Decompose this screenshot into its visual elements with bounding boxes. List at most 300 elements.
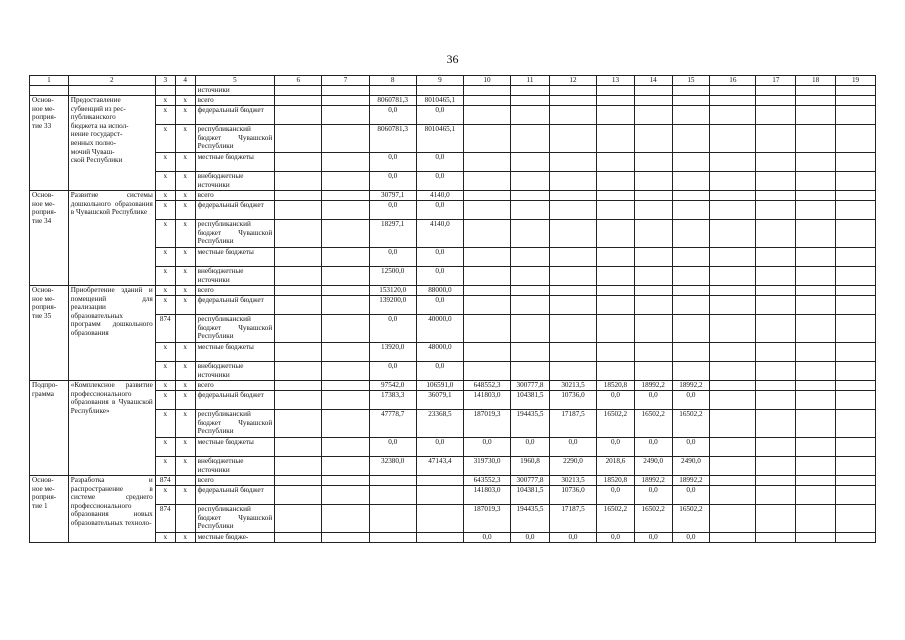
cell-col-5: источники [195, 86, 275, 96]
value-cell-c11 [511, 96, 550, 106]
funding-source-cell: внебюджетные источники [195, 457, 275, 476]
col6-cell [275, 343, 322, 362]
col7-cell [322, 438, 369, 457]
value-cell-c11 [511, 125, 550, 153]
value-cell-c13 [597, 220, 635, 248]
col7-cell [322, 172, 369, 191]
table-row [30, 476, 876, 486]
header-cell-7: 7 [322, 76, 369, 86]
cell-col-7 [322, 86, 369, 96]
table-row [30, 381, 876, 391]
value-cell-c12 [549, 191, 596, 201]
cell-col-17 [756, 86, 796, 96]
col6-cell [275, 410, 322, 438]
value-cell-c13 [597, 201, 635, 220]
cell-col-12 [549, 86, 596, 96]
col18-cell [796, 125, 836, 153]
value-cell-c8 [369, 505, 416, 533]
col16-cell [710, 191, 756, 201]
col4-cell: х [175, 533, 195, 543]
col3-cell: х [155, 172, 175, 191]
table-row [30, 248, 876, 267]
col3-cell: х [155, 362, 175, 381]
col17-cell [756, 267, 796, 286]
col16-cell [710, 296, 756, 315]
value-cell-c14: 16502,2 [634, 505, 672, 533]
value-cell-c13 [597, 248, 635, 267]
header-cell-1: 1 [30, 76, 69, 86]
col6-cell [275, 106, 322, 125]
col7-cell [322, 533, 369, 543]
value-cell-c9 [416, 533, 463, 543]
cell-col-19 [836, 86, 876, 96]
col19-cell [836, 476, 876, 486]
col7-cell [322, 286, 369, 296]
col16-cell [710, 153, 756, 172]
col4-cell: х [175, 153, 195, 172]
col7-cell [322, 315, 369, 343]
col4-cell: х [175, 106, 195, 125]
value-cell-c13 [597, 125, 635, 153]
funding-source-cell: местные бюджеты [195, 343, 275, 362]
value-cell-c13 [597, 362, 635, 381]
table-row [30, 410, 876, 438]
value-cell-c14 [634, 286, 672, 296]
col19-cell [836, 391, 876, 410]
value-cell-c15 [672, 153, 710, 172]
col17-cell [756, 286, 796, 296]
value-cell-c8: 17383,3 [369, 391, 416, 410]
col7-cell [322, 201, 369, 220]
funding-source-cell: всего [195, 191, 275, 201]
value-cell-c11 [511, 286, 550, 296]
value-cell-c8: 0,0 [369, 438, 416, 457]
cell-col-15 [672, 86, 710, 96]
value-cell-c11 [511, 220, 550, 248]
value-cell-c11: 300777,8 [511, 381, 550, 391]
cell-col-10 [463, 86, 510, 96]
col4-cell: х [175, 267, 195, 286]
col4-cell: х [175, 286, 195, 296]
value-cell-c9: 8010465,1 [416, 96, 463, 106]
value-cell-c9: 23368,5 [416, 410, 463, 438]
col3-cell: 874 [155, 476, 175, 486]
col3-cell: х [155, 438, 175, 457]
value-cell-c8: 0,0 [369, 315, 416, 343]
col4-cell: х [175, 391, 195, 410]
col3-cell: х [155, 296, 175, 315]
col18-cell [796, 505, 836, 533]
col7-cell [322, 391, 369, 410]
col16-cell [710, 362, 756, 381]
cell-col-1 [30, 86, 69, 96]
col18-cell [796, 486, 836, 505]
value-cell-c8: 0,0 [369, 172, 416, 191]
col3-cell: х [155, 381, 175, 391]
col17-cell [756, 476, 796, 486]
header-cell-16: 16 [710, 76, 756, 86]
program-description-cell: Предоставление субвенций из рес- публиканского бюджета на испол- нение государст- венных полно- мочий Чуваш- ской Республики [68, 96, 155, 191]
value-cell-c9: 8010465,1 [416, 125, 463, 153]
col19-cell [836, 362, 876, 381]
col16-cell [710, 505, 756, 533]
value-cell-c12: 0,0 [549, 438, 596, 457]
col17-cell [756, 315, 796, 343]
value-cell-c12 [549, 153, 596, 172]
funding-source-cell: всего [195, 286, 275, 296]
value-cell-c13: 0,0 [597, 391, 635, 410]
table-row [30, 533, 876, 543]
value-cell-c10: 141803,0 [463, 486, 510, 505]
value-cell-c12 [549, 248, 596, 267]
value-cell-c9: 88000,0 [416, 286, 463, 296]
program-name-cell: Основ- ное ме- роприя- тие 35 [30, 286, 69, 381]
cell-col-18 [796, 86, 836, 96]
value-cell-c14 [634, 106, 672, 125]
col7-cell [322, 362, 369, 381]
col17-cell [756, 533, 796, 543]
cell-col-8 [369, 86, 416, 96]
col4-cell: х [175, 486, 195, 505]
funding-source-cell: местные бюджеты [195, 153, 275, 172]
value-cell-c15: 16502,2 [672, 505, 710, 533]
value-cell-c13: 0,0 [597, 533, 635, 543]
value-cell-c12 [549, 315, 596, 343]
col16-cell [710, 125, 756, 153]
header-cell-4: 4 [175, 76, 195, 86]
value-cell-c12 [549, 220, 596, 248]
funding-source-cell: внебюджетные источники [195, 172, 275, 191]
value-cell-c10 [463, 153, 510, 172]
value-cell-c14 [634, 220, 672, 248]
value-cell-c8: 18297,1 [369, 220, 416, 248]
col4-cell [175, 505, 195, 533]
value-cell-c15 [672, 106, 710, 125]
col16-cell [710, 96, 756, 106]
value-cell-c14 [634, 191, 672, 201]
col16-cell [710, 391, 756, 410]
value-cell-c11 [511, 106, 550, 125]
value-cell-c11 [511, 315, 550, 343]
value-cell-c9: 0,0 [416, 296, 463, 315]
col18-cell [796, 296, 836, 315]
col17-cell [756, 172, 796, 191]
col4-cell: х [175, 125, 195, 153]
col6-cell [275, 191, 322, 201]
table-row [30, 343, 876, 362]
col17-cell [756, 248, 796, 267]
value-cell-c13 [597, 286, 635, 296]
funding-source-cell: республиканский бюджет Чувашской Республики [195, 315, 275, 343]
col18-cell [796, 343, 836, 362]
value-cell-c12: 10736,0 [549, 486, 596, 505]
value-cell-c8: 0,0 [369, 248, 416, 267]
col3-cell: х [155, 410, 175, 438]
value-cell-c9: 0,0 [416, 201, 463, 220]
col17-cell [756, 486, 796, 505]
col17-cell [756, 362, 796, 381]
program-name-cell: Основ- ное ме- роприя- тие 33 [30, 96, 69, 191]
value-cell-c11 [511, 362, 550, 381]
value-cell-c10: 141803,0 [463, 391, 510, 410]
col4-cell: х [175, 296, 195, 315]
col7-cell [322, 410, 369, 438]
header-cell-19: 19 [836, 76, 876, 86]
funding-source-cell: федеральный бюджет [195, 486, 275, 505]
col16-cell [710, 286, 756, 296]
col6-cell [275, 296, 322, 315]
value-cell-c13: 16502,2 [597, 410, 635, 438]
col7-cell [322, 457, 369, 476]
header-cell-9: 9 [416, 76, 463, 86]
col16-cell [710, 486, 756, 505]
header-cell-6: 6 [275, 76, 322, 86]
value-cell-c11: 194435,5 [511, 505, 550, 533]
col4-cell: х [175, 410, 195, 438]
value-cell-c15: 0,0 [672, 391, 710, 410]
col3-cell: х [155, 220, 175, 248]
value-cell-c11: 300777,8 [511, 476, 550, 486]
col18-cell [796, 191, 836, 201]
table-row [30, 172, 876, 191]
value-cell-c13 [597, 191, 635, 201]
col18-cell [796, 391, 836, 410]
value-cell-c10 [463, 343, 510, 362]
col7-cell [322, 96, 369, 106]
value-cell-c12: 17187,5 [549, 505, 596, 533]
header-cell-11: 11 [511, 76, 550, 86]
col6-cell [275, 362, 322, 381]
header-cell-10: 10 [463, 76, 510, 86]
value-cell-c8: 0,0 [369, 153, 416, 172]
table-row [30, 457, 876, 476]
table-row [30, 191, 876, 201]
col3-cell: х [155, 457, 175, 476]
col19-cell [836, 381, 876, 391]
value-cell-c9 [416, 476, 463, 486]
col16-cell [710, 172, 756, 191]
table-row [30, 267, 876, 286]
col7-cell [322, 248, 369, 267]
value-cell-c15 [672, 201, 710, 220]
col17-cell [756, 381, 796, 391]
col3-cell: х [155, 533, 175, 543]
col18-cell [796, 248, 836, 267]
col17-cell [756, 153, 796, 172]
value-cell-c14 [634, 296, 672, 315]
col17-cell [756, 96, 796, 106]
col19-cell [836, 248, 876, 267]
value-cell-c10 [463, 362, 510, 381]
funding-source-cell: федеральный бюджет [195, 391, 275, 410]
col7-cell [322, 153, 369, 172]
value-cell-c11 [511, 153, 550, 172]
cell-col-11 [511, 86, 550, 96]
value-cell-c15 [672, 172, 710, 191]
col6-cell [275, 486, 322, 505]
col3-cell: х [155, 153, 175, 172]
value-cell-c12 [549, 106, 596, 125]
col19-cell [836, 343, 876, 362]
col3-cell: 874 [155, 315, 175, 343]
col6-cell [275, 381, 322, 391]
col19-cell [836, 296, 876, 315]
value-cell-c13 [597, 343, 635, 362]
col17-cell [756, 201, 796, 220]
col18-cell [796, 315, 836, 343]
table-row [30, 296, 876, 315]
col7-cell [322, 381, 369, 391]
col18-cell [796, 476, 836, 486]
col16-cell [710, 457, 756, 476]
value-cell-c13: 0,0 [597, 486, 635, 505]
col6-cell [275, 533, 322, 543]
header-cell-12: 12 [549, 76, 596, 86]
col3-cell: х [155, 96, 175, 106]
value-cell-c11 [511, 343, 550, 362]
header-cell-18: 18 [796, 76, 836, 86]
col18-cell [796, 153, 836, 172]
col4-cell: х [175, 96, 195, 106]
value-cell-c9: 48000,0 [416, 343, 463, 362]
header-cell-8: 8 [369, 76, 416, 86]
col17-cell [756, 343, 796, 362]
value-cell-c11 [511, 191, 550, 201]
col18-cell [796, 106, 836, 125]
col17-cell [756, 391, 796, 410]
col16-cell [710, 476, 756, 486]
col18-cell [796, 457, 836, 476]
col3-cell: х [155, 125, 175, 153]
value-cell-c14 [634, 125, 672, 153]
col19-cell [836, 286, 876, 296]
col16-cell [710, 381, 756, 391]
table-row [30, 362, 876, 381]
value-cell-c10 [463, 201, 510, 220]
col7-cell [322, 106, 369, 125]
value-cell-c10: 187019,3 [463, 410, 510, 438]
value-cell-c12 [549, 286, 596, 296]
funding-source-cell: местные бюджеты [195, 438, 275, 457]
value-cell-c8 [369, 533, 416, 543]
col7-cell [322, 296, 369, 315]
value-cell-c9: 40000,0 [416, 315, 463, 343]
funding-source-cell: республиканский бюджет Чувашской Республики [195, 125, 275, 153]
col4-cell: х [175, 457, 195, 476]
cell-col-14 [634, 86, 672, 96]
value-cell-c8: 0,0 [369, 201, 416, 220]
value-cell-c14: 2490,0 [634, 457, 672, 476]
table-row [30, 96, 876, 106]
value-cell-c15 [672, 191, 710, 201]
col3-cell: х [155, 267, 175, 286]
value-cell-c11: 0,0 [511, 533, 550, 543]
value-cell-c9 [416, 486, 463, 505]
col4-cell: х [175, 220, 195, 248]
value-cell-c13: 2018,6 [597, 457, 635, 476]
col6-cell [275, 391, 322, 410]
value-cell-c8: 47778,7 [369, 410, 416, 438]
value-cell-c14 [634, 267, 672, 286]
value-cell-c12 [549, 296, 596, 315]
col6-cell [275, 125, 322, 153]
cell-col-13 [597, 86, 635, 96]
funding-source-cell: федеральный бюджет [195, 201, 275, 220]
value-cell-c10 [463, 315, 510, 343]
col18-cell [796, 533, 836, 543]
col6-cell [275, 286, 322, 296]
col3-cell: х [155, 391, 175, 410]
value-cell-c8: 13920,0 [369, 343, 416, 362]
col18-cell [796, 410, 836, 438]
col17-cell [756, 191, 796, 201]
value-cell-c15: 16502,2 [672, 410, 710, 438]
col6-cell [275, 438, 322, 457]
col16-cell [710, 315, 756, 343]
col18-cell [796, 220, 836, 248]
funding-source-cell: республиканский бюджет Чувашской Республики [195, 505, 275, 533]
value-cell-c9: 0,0 [416, 106, 463, 125]
value-cell-c13 [597, 296, 635, 315]
col16-cell [710, 248, 756, 267]
col4-cell: х [175, 191, 195, 201]
value-cell-c9: 4140,0 [416, 220, 463, 248]
value-cell-c12 [549, 96, 596, 106]
col19-cell [836, 96, 876, 106]
col7-cell [322, 191, 369, 201]
value-cell-c11: 0,0 [511, 438, 550, 457]
header-cell-13: 13 [597, 76, 635, 86]
value-cell-c13 [597, 153, 635, 172]
page-number: 36 [446, 52, 459, 66]
col16-cell [710, 533, 756, 543]
col4-cell: х [175, 248, 195, 267]
col16-cell [710, 220, 756, 248]
funding-source-cell: местные бюджеты [195, 248, 275, 267]
value-cell-c10 [463, 296, 510, 315]
col19-cell [836, 457, 876, 476]
col3-cell: х [155, 486, 175, 505]
funding-source-cell: республиканский бюджет Чувашской Республики [195, 410, 275, 438]
col6-cell [275, 248, 322, 267]
col3-cell: х [155, 201, 175, 220]
value-cell-c9 [416, 505, 463, 533]
col3-cell: х [155, 106, 175, 125]
value-cell-c15 [672, 248, 710, 267]
col6-cell [275, 267, 322, 286]
value-cell-c9: 0,0 [416, 362, 463, 381]
value-cell-c14: 18992,2 [634, 381, 672, 391]
value-cell-c12: 0,0 [549, 533, 596, 543]
value-cell-c12: 30213,5 [549, 476, 596, 486]
program-description-cell: Развитие системы дошкольного образования в Чувашской Республике [68, 191, 155, 286]
value-cell-c15 [672, 343, 710, 362]
header-cell-17: 17 [756, 76, 796, 86]
value-cell-c15 [672, 267, 710, 286]
col4-cell: х [175, 172, 195, 191]
value-cell-c10 [463, 286, 510, 296]
value-cell-c10 [463, 220, 510, 248]
value-cell-c8: 0,0 [369, 362, 416, 381]
value-cell-c8: 8060781,3 [369, 125, 416, 153]
col7-cell [322, 343, 369, 362]
funding-source-cell: всего [195, 96, 275, 106]
col19-cell [836, 220, 876, 248]
col19-cell [836, 106, 876, 125]
col17-cell [756, 505, 796, 533]
funding-source-cell: федеральный бюджет [195, 296, 275, 315]
col18-cell [796, 381, 836, 391]
